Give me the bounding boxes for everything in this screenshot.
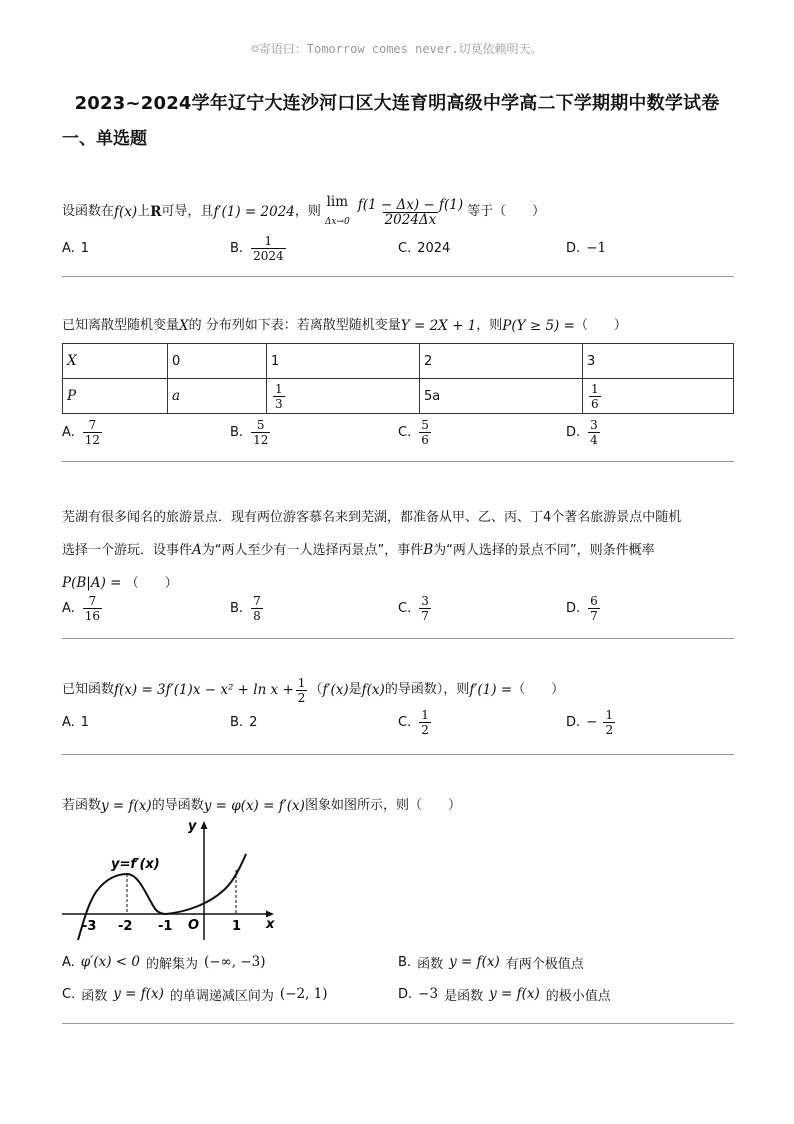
q3-line-2: [62, 534, 734, 567]
q1-condition: f′(1) = 2024: [213, 204, 295, 220]
option-text: 有两个极值点: [505, 956, 584, 972]
question-5: [62, 796, 734, 816]
option-text: 的极小值点: [545, 988, 611, 1004]
q1-limit: [325, 192, 350, 232]
option-math: y = f(x): [449, 954, 500, 970]
numerator: 7: [253, 593, 261, 608]
denominator: 16: [84, 608, 101, 623]
question-2-stem: [62, 316, 734, 336]
q1-text-a: 设函数在: [62, 204, 115, 219]
curve-label: y=f′(x): [111, 857, 160, 872]
option-math: (−∞, −3): [203, 954, 266, 970]
numerator: 3: [421, 593, 429, 608]
q3-text-b: 为“两人至少有一人选择丙景点”，事件: [201, 543, 424, 558]
numerator: 3: [590, 417, 598, 432]
q5-option-b[interactable]: [398, 950, 584, 974]
option-text: 函数: [417, 956, 444, 972]
q3-option-b[interactable]: [230, 588, 265, 628]
q3-option-a[interactable]: [62, 588, 104, 628]
option-label: D.: [566, 424, 581, 440]
denominator: 6: [421, 432, 429, 447]
question-4: [62, 672, 734, 737]
option-label: B.: [230, 600, 244, 616]
q2-option-d[interactable]: [566, 412, 602, 452]
q3-paren: （ ）: [125, 576, 178, 591]
q4-text-c: 是: [348, 682, 362, 697]
q2-option-a[interactable]: [62, 412, 104, 452]
option-fraction: [588, 594, 600, 623]
q4-text-b: （: [309, 682, 323, 697]
option-math: φ′(x) < 0: [80, 954, 140, 970]
denominator: 8: [253, 608, 261, 623]
q2-text-c: ，则: [476, 318, 503, 333]
q1-text-e: 等于（ ）: [467, 204, 546, 219]
option-label: C.: [398, 714, 412, 730]
table-cell: P: [63, 379, 168, 414]
option-fraction: [419, 594, 431, 623]
option-fraction: [83, 418, 102, 447]
q3-prob: P(B|A) =: [62, 575, 126, 591]
q1-lim: lim: [326, 194, 349, 210]
q1-option-a[interactable]: [62, 228, 89, 268]
table-row: [63, 344, 734, 379]
q5-f1: y = f(x): [101, 798, 152, 814]
question-1: [62, 192, 734, 263]
numerator: 1: [297, 675, 306, 690]
question-2: [62, 316, 734, 447]
q1-option-d[interactable]: [566, 228, 606, 268]
q1-option-c[interactable]: [398, 228, 450, 268]
option-value: 2024: [417, 240, 451, 256]
divider: [62, 754, 734, 755]
q2-option-b[interactable]: [230, 412, 272, 452]
option-math: y = f(x): [489, 986, 540, 1002]
option-label: B.: [230, 714, 244, 730]
q3-event-a: A: [192, 542, 202, 558]
numerator: 5: [421, 417, 429, 432]
q2-p: P(Y ≥ 5) =: [502, 318, 575, 334]
divider: [62, 461, 734, 462]
q1-denominator: 2024Δx: [384, 211, 437, 228]
q4-fp: f′(x): [322, 682, 349, 698]
q3-option-c[interactable]: [398, 588, 433, 628]
section-heading: 一、单选题: [62, 129, 147, 149]
q2-x: X: [179, 318, 189, 334]
q4-expression: f(x) = 3f′(1)x − x² + ln x +: [114, 682, 294, 698]
option-label: D.: [566, 714, 581, 730]
table-cell: [267, 379, 420, 414]
denominator: 3: [275, 396, 283, 411]
option-label: B.: [230, 240, 244, 256]
denominator: 6: [591, 396, 599, 411]
denominator: 12: [84, 432, 101, 447]
numerator: 1: [591, 381, 599, 396]
numerator: 1: [421, 707, 429, 722]
option-label: D.: [398, 986, 413, 1002]
denominator: 7: [421, 608, 429, 623]
option-fraction: [251, 594, 263, 623]
option-fraction: [588, 418, 600, 447]
table-cell: 5a: [420, 379, 583, 414]
q2-options: [62, 412, 734, 452]
numerator: 1: [264, 233, 273, 248]
table-cell: 0: [168, 344, 267, 379]
tick-label: -1: [158, 919, 173, 934]
table-cell: 2: [420, 344, 583, 379]
q4-fx: f(x): [361, 682, 385, 698]
q1-options: [62, 228, 734, 268]
question-1-stem: [62, 192, 734, 232]
option-value: 1: [80, 240, 90, 256]
q4-ask: f′(1) =: [469, 682, 513, 698]
q3-event-b: B: [423, 542, 434, 558]
numerator: 7: [88, 593, 97, 608]
q2-y: Y = 2X + 1: [400, 318, 477, 334]
q5-options: [62, 950, 734, 1010]
q1-lim-sub: Δx→0: [324, 217, 350, 227]
option-fraction: [251, 234, 286, 263]
q5-option-d[interactable]: [398, 982, 611, 1006]
q4-text-a: 已知函数: [62, 682, 115, 697]
question-3-stem: [62, 502, 734, 600]
table-cell: [583, 379, 734, 414]
q3-text-a: 选择一个游玩．设事件: [62, 543, 193, 558]
option-text: 函数: [81, 988, 108, 1004]
table-cell: 3: [583, 344, 734, 379]
q5-option-c[interactable]: [62, 982, 328, 1006]
distribution-table: [62, 343, 734, 414]
option-fraction: [251, 418, 270, 447]
option-math: y = f(x): [113, 986, 164, 1002]
y-axis-arrow-icon: [201, 821, 208, 829]
q4-text-d: 的导函数），则: [384, 682, 470, 697]
q4-text-e: （ ）: [512, 682, 565, 697]
q4-option-a[interactable]: [62, 702, 89, 742]
option-label: A.: [62, 954, 75, 970]
option-fraction: [603, 708, 615, 737]
divider: [62, 276, 734, 277]
q2-text-b: 的 分布列如下表：若离散型随机变量: [188, 318, 401, 333]
q2-option-c[interactable]: [398, 412, 433, 452]
option-label: C.: [398, 600, 412, 616]
y-axis-label: y: [188, 819, 197, 834]
q3-options: [62, 588, 734, 628]
q3-text-c: 为“两人选择的景点不同”，则条件概率: [433, 543, 655, 558]
option-label: D.: [566, 240, 581, 256]
denominator: 2: [605, 722, 614, 737]
q5-f2: y = φ(x) = f′(x): [203, 798, 305, 814]
divider: [62, 1023, 734, 1024]
q3-option-d[interactable]: [566, 588, 602, 628]
option-text: 的解集为: [145, 956, 198, 972]
q5-option-a[interactable]: [62, 950, 266, 974]
q3-line-1: 芜湖有很多闻名的旅游景点．现有两位游客慕名来到芜湖，都准备从甲、乙、丙、丁4个著名旅游景点中随机: [62, 510, 682, 525]
page-title: 2023~2024学年辽宁大连沙河口区大连育明高级中学高二下学期期中数学试卷: [74, 93, 720, 114]
q2-text-d: （ ）: [574, 318, 627, 333]
q4-option-d[interactable]: [566, 702, 617, 742]
q4-half: [296, 676, 308, 705]
option-label: B.: [230, 424, 244, 440]
q1-numerator: f(1 − Δx) − f(1): [357, 196, 464, 213]
table-cell: a: [168, 379, 267, 414]
numerator: 1: [275, 381, 283, 396]
question-5-stem: [62, 796, 734, 816]
option-math: (−2, 1): [279, 986, 328, 1002]
denominator: 2024: [253, 248, 284, 263]
table-cell: 1: [267, 344, 420, 379]
option-label: D.: [566, 600, 581, 616]
option-text: 是函数: [444, 988, 484, 1004]
q5-text-a: 若函数: [62, 798, 102, 813]
numerator: 6: [590, 593, 598, 608]
q5-text-b: 的导函数: [151, 798, 204, 813]
option-fraction: [419, 708, 431, 737]
option-value: 1: [80, 714, 90, 730]
q1-real-set: R: [150, 204, 162, 220]
denominator: 7: [590, 608, 598, 623]
divider: [62, 638, 734, 639]
numerator: 5: [256, 417, 265, 432]
tick-label: -3: [82, 919, 97, 934]
q4-options: [62, 702, 734, 742]
cell-fraction: [589, 382, 601, 411]
cell-fraction: [273, 382, 285, 411]
q1-fraction: [356, 198, 465, 227]
option-label: A.: [62, 600, 75, 616]
tick-label: 1: [232, 919, 242, 934]
option-value: −1: [586, 240, 607, 256]
q5-text-c: 图象如图所示，则（ ）: [304, 798, 461, 813]
q4-option-b[interactable]: [230, 702, 257, 742]
tick-label: -2: [118, 919, 133, 934]
option-value: 2: [249, 714, 258, 730]
q1-fx: f(x): [114, 204, 138, 220]
option-label: A.: [62, 714, 75, 730]
denominator: 2: [297, 690, 306, 705]
question-3: [62, 502, 734, 623]
q1-text-c: 可导，且: [161, 204, 214, 219]
option-fraction: [419, 418, 431, 447]
q1-text-b: 上: [137, 204, 151, 219]
denominator: 12: [253, 432, 269, 447]
numerator: 7: [88, 417, 97, 432]
q1-option-b[interactable]: [230, 228, 288, 268]
q2-text-a: 已知离散型随机变量: [62, 318, 180, 333]
option-label: B.: [398, 954, 412, 970]
option-label: A.: [62, 424, 75, 440]
option-label: C.: [398, 424, 412, 440]
numerator: 1: [605, 707, 614, 722]
motto: ☺寄语曰：Tomorrow comes never.切莫依赖明天。: [251, 42, 543, 56]
q1-text-d: ，则: [294, 204, 321, 219]
x-axis-label: x: [266, 917, 275, 932]
option-fraction: [83, 594, 102, 623]
minus-sign: −: [586, 714, 598, 730]
derivative-graph: [60, 816, 280, 944]
q4-option-c[interactable]: [398, 702, 433, 742]
option-text: 的单调递减区间为: [169, 988, 274, 1004]
option-label: C.: [62, 986, 76, 1002]
option-label: C.: [398, 240, 412, 256]
option-math: −3: [418, 986, 439, 1002]
denominator: 2: [421, 722, 429, 737]
denominator: 4: [590, 432, 598, 447]
table-row: [63, 379, 734, 414]
origin-label: O: [188, 918, 200, 933]
option-label: A.: [62, 240, 75, 256]
table-cell: X: [63, 344, 168, 379]
